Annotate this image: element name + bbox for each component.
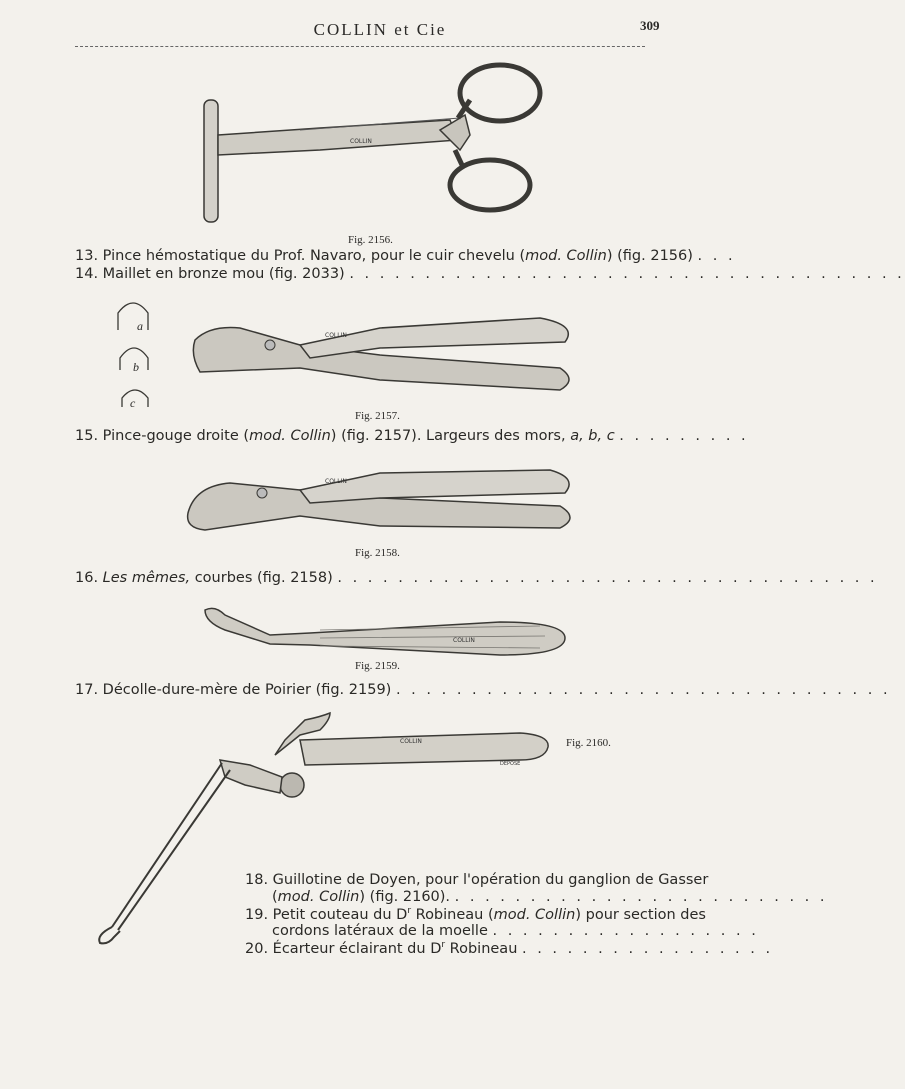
entry-number: 20. — [245, 940, 269, 957]
entry-ref: (fig. 2156) — [617, 248, 693, 264]
entry-letters: a, b, c — [570, 428, 615, 444]
leader-dots: . . . . . . . . . . . . . . . . . . . . . . . . . — [454, 889, 828, 905]
engraving-text: COLLIN — [325, 478, 347, 485]
superscript: r — [441, 940, 446, 950]
engraving-text: COLLIN — [453, 637, 475, 644]
entry-text: Robineau — [449, 940, 518, 957]
entry-text: Décolle-dure-mère de Poirier (fig. 2159) — [102, 682, 392, 698]
entry-text: cordons latéraux de la moelle — [272, 923, 488, 939]
engraving-text: COLLIN — [350, 138, 372, 145]
engraving-text: COLLIN — [400, 738, 422, 745]
entry-number: 16. — [75, 570, 99, 586]
entry-text: Écarteur éclairant du D — [272, 940, 442, 957]
leader-dots: . . . . . . . . . — [619, 428, 749, 444]
leader-dots: . . . . . . . . . . . . . . . . . . — [492, 923, 759, 939]
page-number: 309 — [640, 18, 660, 33]
entry-text: Robineau — [415, 906, 484, 923]
entry-model: mod. Collin — [249, 428, 331, 444]
entry-13: 13. Pince hémostatique du Prof. Navaro, pour le cuir chevelu (mod. Collin) (fig. 2156) . . . — [75, 248, 736, 264]
entry-19: 19. Petit couteau du $D^r$ Robineau (mod. Collin) pour section des — [245, 906, 706, 923]
entry-17 — [75, 682, 891, 698]
jaw-label-b: b — [133, 360, 139, 374]
entry-text: Pince-gouge droite — [102, 428, 239, 444]
jaw-label-c: c — [130, 396, 136, 410]
entry-number: 17. — [75, 682, 99, 698]
entry-text: Pince hémostatique du Prof. Navaro, pour le cuir chevelu — [102, 248, 515, 264]
superscript: r — [407, 906, 412, 916]
figure-2156-hemostatic-forceps — [0, 0, 800, 230]
leader-dots: . . . . . . . . . . . . . . . . . . . . . . . . . . . . . . . . . . . . — [337, 570, 878, 586]
entry-16 — [75, 570, 878, 586]
figure-2158-curved-rongeur — [0, 458, 800, 558]
entry-ref: (fig. 2157). Largeurs des mors, — [341, 428, 566, 444]
leader-dots: . . . . . . . . . . . . . . . . . — [522, 940, 774, 957]
entry-14 — [75, 266, 905, 282]
entry-text: Petit couteau du D — [272, 906, 408, 923]
entry-text: Maillet en bronze mou (fig. 2033) — [102, 266, 345, 282]
caption-fig-2159: Fig. 2159. — [355, 660, 400, 672]
entry-text-italic: Les mêmes, — [102, 570, 191, 586]
caption-fig-2158: Fig. 2158. — [355, 547, 400, 559]
entry-model: mod. Collin — [277, 889, 360, 905]
entry-18 — [245, 872, 708, 888]
entry-number: 15. — [75, 428, 99, 444]
entry-model: mod. Collin — [525, 248, 607, 264]
entry-number: 13. — [75, 248, 99, 264]
entry-number: 19. — [245, 906, 269, 923]
figure-2159-dura-separator — [0, 600, 800, 670]
entry-model: mod. Collin — [493, 906, 576, 923]
entry-text: Guillotine de Doyen, pour l'opération du ganglion de Gasser — [272, 872, 709, 888]
entry-ref: (fig. 2160). — [369, 889, 451, 905]
entry-15: 15. Pince-gouge droite (mod. Collin) (fig. 2157). Largeurs des mors, a, b, c . . . . . . . . . — [75, 428, 749, 444]
entry-text: courbes (fig. 2158) — [194, 570, 333, 586]
figure-2157-straight-rongeur — [0, 300, 800, 420]
leader-dots: . . . . . . . . . . . . . . . . . . . . . . . . . . . . . . . . . — [395, 682, 891, 698]
caption-fig-2156: Fig. 2156. — [348, 234, 393, 246]
entry-text: pour section des — [585, 906, 706, 923]
leader-dots: . . . — [697, 248, 736, 264]
page-header-title: COLLIN et Cie — [313, 20, 447, 39]
jaw-label-a: a — [137, 319, 143, 333]
caption-fig-2160: Fig. 2160. — [566, 737, 611, 749]
leader-dots: . . . . . . . . . . . . . . . . . . . . . . . . . . . . . . . . . . . . . — [349, 266, 905, 282]
entry-19-line-2 — [272, 923, 759, 939]
maker-mark: DEPOSÉ — [500, 761, 521, 767]
caption-fig-2157: Fig. 2157. — [355, 410, 400, 422]
entry-number: 18. — [245, 872, 269, 888]
engraving-text: COLLIN — [325, 332, 347, 339]
entry-20 — [245, 940, 773, 957]
entry-18-line-2: (mod. Collin) (fig. 2160). . . . . . . . . . . . . . . . . . . . . . . . . . — [272, 889, 828, 905]
entry-number: 14. — [75, 266, 99, 282]
